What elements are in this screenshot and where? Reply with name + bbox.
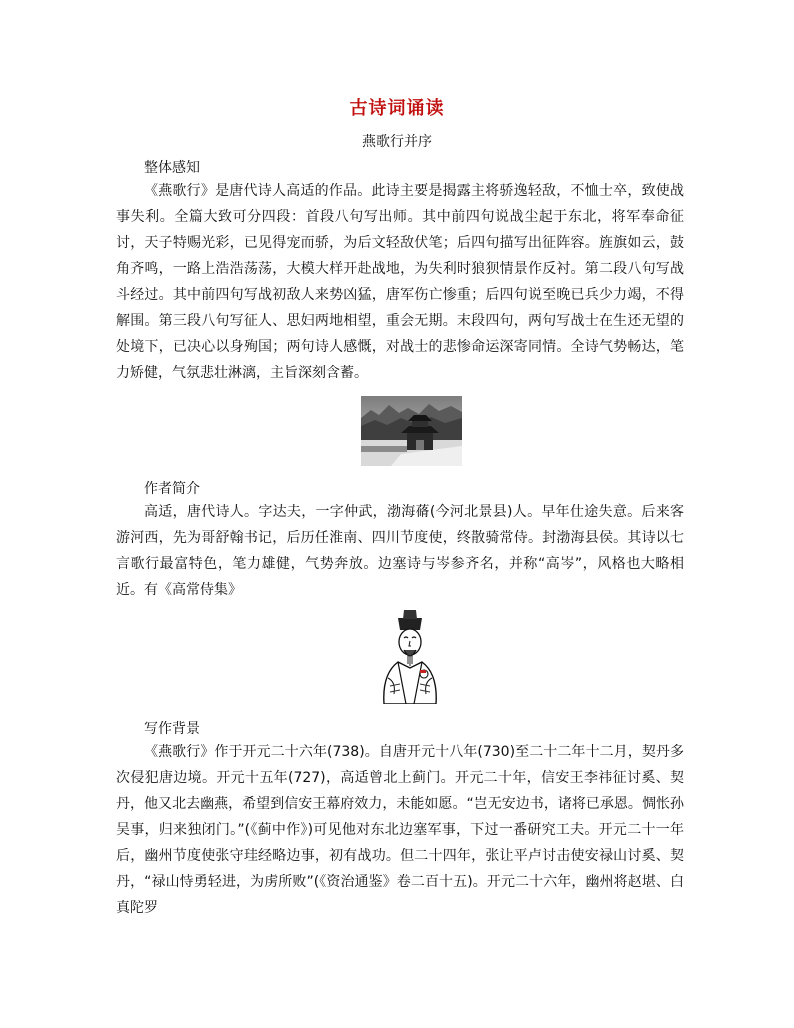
page-title: 古诗词诵读 xyxy=(349,98,445,119)
poem-title: 燕歌行并序 xyxy=(362,134,432,150)
section-paragraph-author: 高适，唐代诗人。字达夫，一字仲武，渤海蓨(今河北景县)人。早年仕途失意。后来客游河西，先为哥舒翰书记，后历任淮南、四川节度使，终散骑常侍。封渤海县侯。其诗以七言歌行最富特色，笔力雄健，气势奔放。边塞诗与岑参齐名，并称“高岑”，风格也大略相近。有《高常侍集》 xyxy=(116,504,684,598)
portrait-illustration xyxy=(370,608,450,704)
section-heading-author: 作者简介 xyxy=(144,481,200,497)
portrait-picture xyxy=(370,608,450,704)
section-heading-overview: 整体感知 xyxy=(144,160,200,176)
section-paragraph-overview: 《燕歌行》是唐代诗人高适的作品。此诗主要是揭露主将骄逸轻敌，不恤士卒，致使战事失利。全篇大致可分四段：首段八句写出师。其中前四句说战尘起于东北，将军奉命征讨，天子特赐光彩，已见得宠而骄，为后文轻敌伏笔；后四句描写出征阵容。旌旗如云，鼓角齐鸣，一路上浩浩荡荡，大模大样开赴战地，为失利时狼狈情景作反衬。第二段八句写战斗经过。其中前四句写战初敌人来势凶猛，唐军伤亡惨重；后四句说至晚已兵少力竭，不得解围。第三段八句写征人、思妇两地相望，重会无期。末段四句，两句写战士在生还无望的处境下，已决心以身殉国；两句诗人感慨，对战士的悲惨命运深寄同情。全诗气势畅达，笔力矫健，气氛悲壮淋漓，主旨深刻含蓄。 xyxy=(116,183,684,381)
fortress-illustration xyxy=(361,396,462,466)
fortress-picture xyxy=(361,396,462,466)
section-paragraph-background: 《燕歌行》作于开元二十六年(738)。自唐开元十八年(730)至二十二年十二月，契丹多次侵犯唐边境。开元十五年(727)，高适曾北上蓟门。开元二十年，信安王李祎征讨奚、契丹，他又北去幽燕，希望到信安王幕府效力，未能如愿。“岂无安边书，诸将已承恩。惆怅孙吴事，归来独闭门。”(《蓟中作》)可见他对东北边塞军事，下过一番研究工夫。开元二十一年后，幽州节度使张守珪经略边事，初有战功。但二十四年，张让平卢讨击使安禄山讨奚、契丹，“禄山恃勇轻进，为虏所败”(《资治通鉴》卷二百十五)。开元二十六年，幽州将赵堪、白真陀罗 xyxy=(116,744,684,916)
section-heading-background: 写作背景 xyxy=(144,721,200,737)
